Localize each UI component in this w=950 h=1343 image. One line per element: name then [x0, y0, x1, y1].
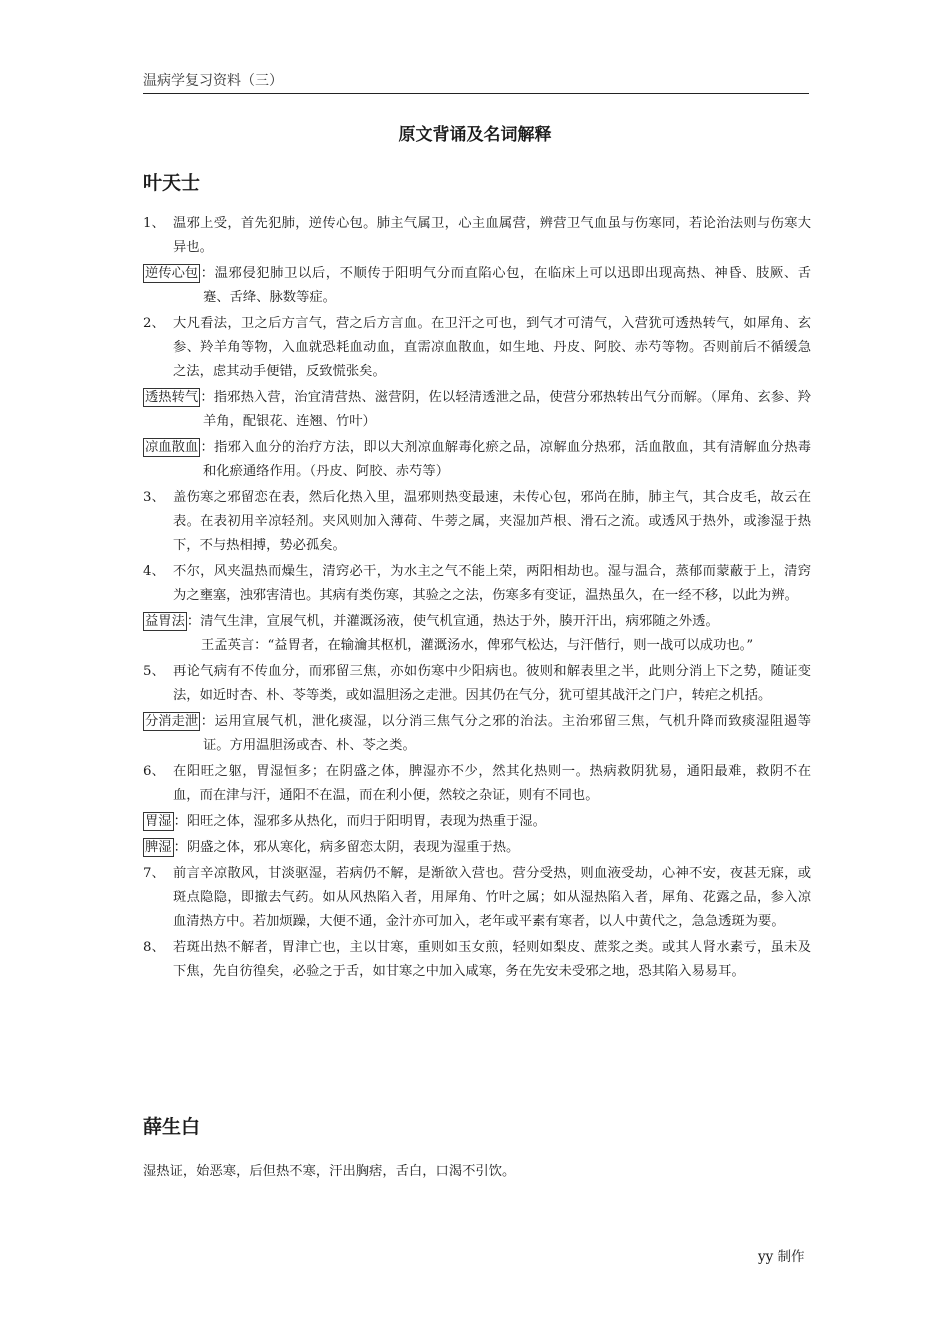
- passage-text: 若斑出热不解者，胃津亡也，主以甘寒，重则如玉女煎，轻则如梨皮、蔗浆之类。或其人肾水素亏，虽未及下焦，先自彷徨矣，必验之于舌，如甘寒之中加入咸寒，务在先安未受邪之地，恐其陷入易易耳。: [173, 940, 811, 979]
- term-definition: [143, 436, 811, 484]
- term-explanation: ：指邪入血分的治疗方法，即以大剂凉血解毒化瘀之品，凉解血分热邪，活血散血，其有清解血分热毒和化瘀通络作用。（丹皮、阿胶、赤芍等）: [200, 440, 811, 479]
- term-definition: [143, 810, 811, 834]
- boxed-term: 分消走泄: [145, 714, 199, 729]
- passage-text: 在阳旺之躯，胃湿恒多；在阴盛之体，脾湿亦不少，然其化热则一。热病救阴犹易，通阳最难，救阴不在血，而在津与汗，通阳不在温，而在利小便，然较之杂证，则有不同也。: [173, 764, 811, 803]
- numbered-passage: [143, 660, 811, 708]
- boxed-term: 益胃法: [145, 614, 185, 629]
- footer-credit: yy 制作: [758, 1249, 805, 1265]
- term-definition: [143, 610, 811, 658]
- quote-line: 王孟英言：“益胃者，在输瀹其枢机，灌溉汤水，俾邪气松达，与汗偕行，则一战可以成功也。”: [201, 638, 754, 653]
- term-explanation: ：阳旺之体，湿邪多从热化，而归于阳明胃，表现为热重于湿。: [173, 814, 546, 829]
- passage-number: 5、: [143, 664, 165, 679]
- term-definition: [143, 710, 811, 758]
- section-title-xue-shengbai: 薛生白: [143, 1116, 201, 1138]
- section-title-ye-tianshi: 叶天士: [143, 172, 201, 194]
- boxed-term: 透热转气: [145, 390, 199, 405]
- numbered-passage: [143, 862, 811, 934]
- passage-number: 7、: [143, 866, 165, 881]
- numbered-passage: [143, 486, 811, 558]
- passage-number: 6、: [143, 764, 165, 779]
- numbered-passage: [143, 936, 811, 984]
- boxed-term: 凉血散血: [145, 440, 199, 455]
- boxed-term: 脾湿: [145, 840, 172, 855]
- term-explanation: ：阴盛之体，邪从寒化，病多留恋太阴，表现为湿重于热。: [173, 840, 520, 855]
- passage-number: 4、: [143, 564, 165, 579]
- passage-text: 盖伤寒之邪留恋在表，然后化热入里，温邪则热变最速，未传心包，邪尚在肺，肺主气，其合皮毛，故云在表。在表初用辛凉轻剂。夹风则加入薄荷、牛蒡之属，夹湿加芦根、滑石之流。或透风于热外，或渗湿于热下，不与热相搏，势必孤矣。: [173, 490, 811, 553]
- term-explanation: ：温邪侵犯肺卫以后，不顺传于阳明气分而直陷心包，在临床上可以迅即出现高热、神昏、肢厥、舌蹇、舌绛、脉数等症。: [200, 266, 811, 305]
- xue-shengbai-text: 湿热证，始恶寒，后但热不寒，汗出胸痞，舌白，口渴不引饮。: [143, 1164, 516, 1179]
- passage-text: 大凡看法，卫之后方言气，营之后方言血。在卫汗之可也，到气才可清气，入营犹可透热转气，如犀角、玄参、羚羊角等物，入血就恐耗血动血，直需凉血散血，如生地、丹皮、阿胶、赤芍等物。否则前后不循缓急之法，虑其动手便错，反致慌张矣。: [173, 316, 811, 379]
- passage-number: 1、: [143, 216, 165, 231]
- numbered-passage: [143, 212, 811, 260]
- document-title: 原文背诵及名词解释: [398, 125, 552, 145]
- term-definition: [143, 836, 811, 860]
- term-explanation: ：清气生津，宣展气机，并灌溉汤液，使气机宣通，热达于外，腠开汗出，病邪随之外透。: [186, 614, 719, 629]
- numbered-passage: [143, 760, 811, 808]
- passage-number: 2、: [143, 316, 165, 331]
- passage-text: 再论气病有不传血分，而邪留三焦，亦如伤寒中少阳病也。彼则和解表里之半，此则分消上下之势，随证变法，如近时杏、朴、苓等类，或如温胆汤之走泄。因其仍在气分，犹可望其战汗之门户，转疟之机括。: [173, 664, 811, 703]
- passage-number: 3、: [143, 490, 165, 505]
- passage-text: 不尔，风夹温热而燥生，清窍必干，为水主之气不能上荣，两阳相劫也。湿与温合，蒸郁而蒙蔽于上，清窍为之壅塞，浊邪害清也。其病有类伤寒，其验之之法，伤寒多有变证，温热虽久，在一经不移，以此为辨。: [173, 564, 811, 603]
- numbered-passage: [143, 560, 811, 608]
- term-explanation: ：指邪热入营，治宜清营热、滋营阴，佐以轻清透泄之品，使营分邪热转出气分而解。（犀角、玄参、羚羊角，配银花、连翘、竹叶）: [200, 390, 811, 429]
- running-header: 温病学复习资料（三）: [143, 70, 809, 94]
- boxed-term: 逆传心包: [145, 266, 199, 281]
- passage-text: 温邪上受，首先犯肺，逆传心包。肺主气属卫，心主血属营，辨营卫气血虽与伤寒同，若论治法则与伤寒大异也。: [173, 216, 811, 255]
- entries-list: [143, 212, 811, 986]
- passage-text: 前言辛凉散风，甘淡驱湿，若病仍不解，是渐欲入营也。营分受热，则血液受劫，心神不安，夜甚无寐，或斑点隐隐，即撤去气药。如从风热陷入者，用犀角、竹叶之属；如从湿热陷入者，犀角、花露之品，参入凉血清热方中。若加烦躁，大便不通，金汁亦可加入，老年或平素有寒者，以人中黄代之，急急透斑为要。: [173, 866, 811, 929]
- passage-number: 8、: [143, 940, 165, 955]
- boxed-term: 胃湿: [145, 814, 172, 829]
- term-explanation: ：运用宣展气机，泄化痰湿，以分消三焦气分之邪的治法。主治邪留三焦，气机升降而致痰湿阻遏等证。方用温胆汤或杏、朴、苓之类。: [200, 714, 811, 753]
- term-definition: [143, 386, 811, 434]
- numbered-passage: [143, 312, 811, 384]
- term-definition: [143, 262, 811, 310]
